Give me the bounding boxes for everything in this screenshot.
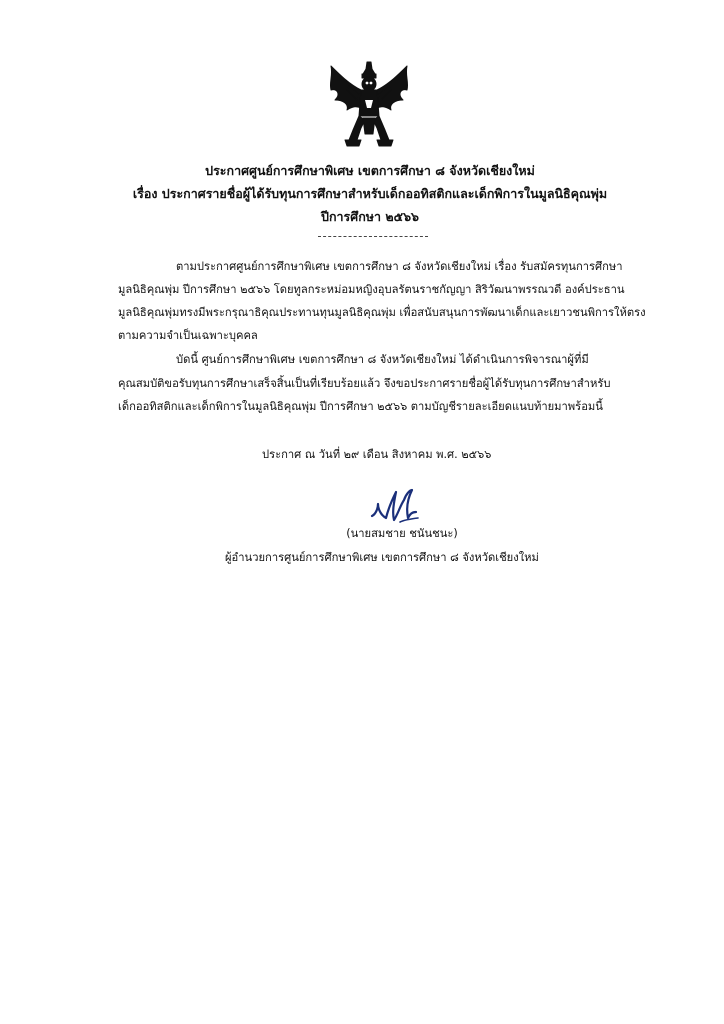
body-paragraph-1-line-2: มูลนิธิคุณพุ่ม ปีการศึกษา ๒๕๖๖ โดยทูลกระหม่อมหญิงอุบลรัตนราชกัญญา สิริวัฒนาพรรณวดี องค์ประธาน [118, 283, 625, 296]
announcement-subject: เรื่อง ประกาศรายชื่อผู้ได้รับทุนการศึกษาสำหรับเด็กออทิสติกและเด็กพิการในมูลนิธิคุณพุ่ม [132, 186, 608, 201]
signatory-position: ผู้อำนวยการศูนย์การศึกษาพิเศษ เขตการศึกษา ๘ จังหวัดเชียงใหม่ [225, 551, 539, 564]
garuda-emblem-icon [327, 60, 411, 150]
announcement-date: ประกาศ ณ วันที่ ๒๙ เดือน สิงหาคม พ.ศ. ๒๕๖๖ [262, 448, 492, 461]
body-paragraph-1-line-3: มูลนิธิคุณพุ่มทรงมีพระกรุณาธิคุณประทานทุนมูลนิธิคุณพุ่ม เพื่อสนับสนุนการพัฒนาเด็กและเยาวชนพิการให้ตรง [118, 306, 646, 319]
body-paragraph-2-line-3: เด็กออทิสติกและเด็กพิการในมูลนิธิคุณพุ่ม ปีการศึกษา ๒๕๖๖ ตามบัญชีรายละเอียดแนบท้ายมาพร้อมนี้ [118, 400, 603, 413]
signature-icon [366, 484, 438, 528]
academic-year: ปีการศึกษา ๒๕๖๖ [321, 209, 419, 224]
body-paragraph-2-line-1: บัดนี้ ศูนย์การศึกษาพิเศษ เขตการศึกษา ๘ จังหวัดเชียงใหม่ ได้ดำเนินการพิจารณาผู้ที่มี [176, 353, 589, 366]
announcement-title: ประกาศศูนย์การศึกษาพิเศษ เขตการศึกษา ๘ จังหวัดเชียงใหม่ [205, 163, 535, 178]
body-paragraph-2-line-2: คุณสมบัติขอรับทุนการศึกษาเสร็จสิ้นเป็นที่เรียบร้อยแล้ว จึงขอประกาศรายชื่อผู้ได้รับทุนการศึกษาสำหรับ [118, 377, 611, 390]
body-paragraph-1-line-4: ตามความจำเป็นเฉพาะบุคคล [118, 329, 258, 342]
signatory-name: (นายสมชาย ชนันชนะ) [346, 527, 458, 540]
body-paragraph-1-line-1: ตามประกาศศูนย์การศึกษาพิเศษ เขตการศึกษา ๘ จังหวัดเชียงใหม่ เรื่อง รับสมัครทุนการศึกษา [176, 260, 623, 273]
divider [318, 236, 428, 237]
